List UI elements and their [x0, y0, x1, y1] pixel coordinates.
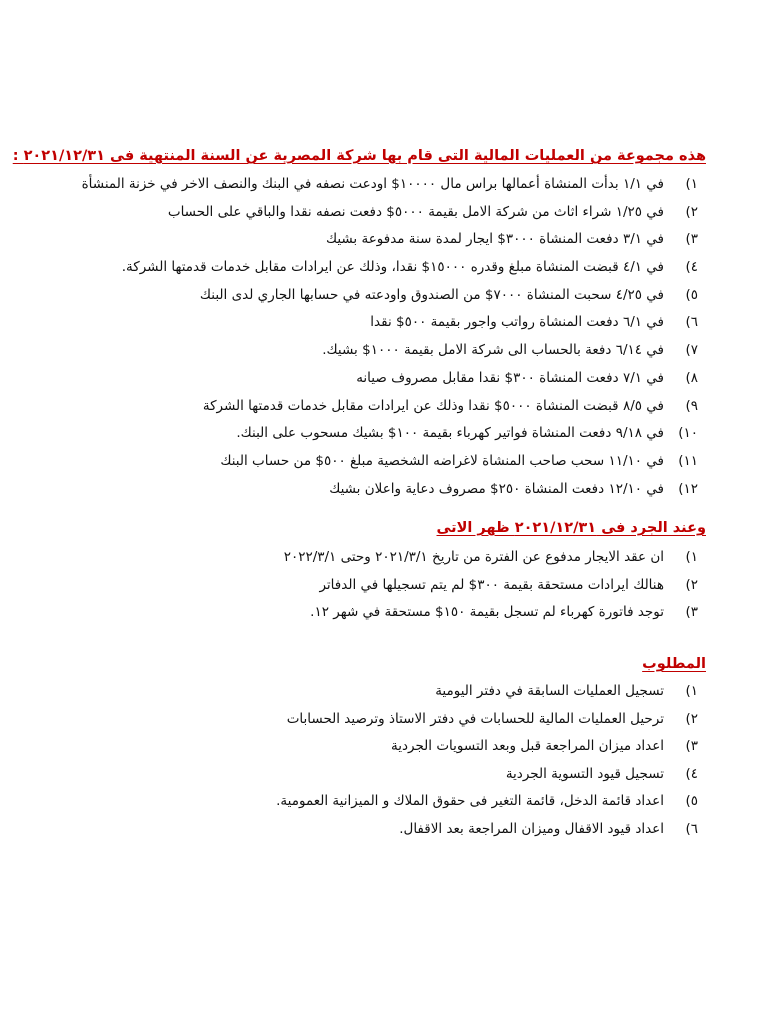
- list-item: [30, 314, 698, 342]
- list-item: [30, 549, 698, 577]
- item-text: في ١/١ بدأت المنشاة أعمالها براس مال ١٠٠٠٠$ اودعت نصفه في البنك والنصف الاخر في خزنة المنشأة: [81, 176, 664, 192]
- transactions-list: [30, 176, 698, 508]
- item-text: تسجيل العمليات السابقة في دفتر اليومية: [435, 683, 664, 699]
- item-text: في ٩/١٨ دفعت المنشاة فواتير كهرباء بقيمة ١٠٠$ بشيك مسحوب على البنك.: [236, 425, 664, 442]
- item-number: ٤): [685, 765, 698, 782]
- item-text: في ١٢/١٠ دفعت المنشاة ٢٥٠$ مصروف دعاية واعلان بشيك: [329, 480, 664, 497]
- list-item: [30, 577, 698, 605]
- list-item: [30, 793, 698, 821]
- item-text: في ١١/١٠ سحب صاحب المنشاة لاغراضه الشخصية مبلغ ٥٠٠$ من حساب البنك: [220, 452, 664, 469]
- item-text: اعداد ميزان المراجعة قبل وبعد التسويات الجردية: [391, 738, 664, 755]
- list-item: [30, 738, 698, 766]
- list-item: [30, 766, 698, 794]
- item-number: ٣): [685, 604, 698, 620]
- list-item: [30, 342, 698, 370]
- inventory-heading: وعند الجرد فى ٢٠٢١/١٢/٣١ ظهر الاتى: [436, 520, 706, 536]
- item-text: اعداد قائمة الدخل، قائمة التغير فى حقوق الملاك و الميزانية العمومية.: [276, 793, 664, 810]
- list-item: [30, 683, 698, 711]
- item-text: اعداد قيود الاقفال وميزان المراجعة بعد الاقفال.: [399, 820, 664, 837]
- item-number: ٨): [685, 369, 698, 386]
- item-number: ٣): [685, 738, 698, 755]
- list-item: [30, 604, 698, 632]
- item-number: ٦): [685, 820, 698, 837]
- item-text: ترحيل العمليات المالية للحسابات في دفتر الاستاذ وترصيد الحسابات: [286, 710, 664, 727]
- item-number: ٢): [685, 203, 698, 220]
- item-number: ١٢): [678, 480, 698, 497]
- item-text: في ٧/١ دفعت المنشاة ٣٠٠$ نقدا مقابل مصروف صيانه: [356, 369, 664, 386]
- list-item: [30, 259, 698, 287]
- list-item: [30, 821, 698, 849]
- item-text: في ٤/١ قبضت المنشاة مبلغ وقدره ١٥٠٠٠$ نقدا، وذلك عن ايرادات مقابل خدمات قدمتها الشركة.: [121, 259, 664, 276]
- required-heading: المطلوب: [642, 656, 706, 672]
- item-text: في ١/٢٥ شراء اثاث من شركة الامل بقيمة ٥٠٠٠$ دفعت نصفه نقدا والباقي على الحساب: [167, 203, 664, 220]
- list-item: [30, 370, 698, 398]
- item-text: في ٦/١٤ دفعة بالحساب الى شركة الامل بقيمة ١٠٠٠$ بشيك.: [322, 342, 664, 359]
- item-text: في ٣/١ دفعت المنشاة ٣٠٠٠$ ايجار لمدة سنة مدفوعة بشيك: [325, 231, 664, 248]
- item-number: ١): [685, 549, 698, 565]
- list-item: [30, 398, 698, 426]
- item-text: في ٨/٥ قبضت المنشاة ٥٠٠٠$ نقدا وذلك عن ايرادات مقابل خدمات قدمتها الشركة: [202, 397, 664, 414]
- item-text: هنالك ايرادات مستحقة بقيمة ٣٠٠$ لم يتم تسجيلها في الدفاتر: [319, 576, 664, 593]
- item-number: ١): [685, 176, 698, 192]
- required-list: [30, 683, 698, 849]
- item-number: ٦): [685, 314, 698, 331]
- list-item: [30, 176, 698, 204]
- item-text: تسجيل قيود التسوية الجردية: [505, 765, 664, 782]
- inventory-list: [30, 549, 698, 632]
- item-number: ١): [685, 683, 698, 699]
- list-item: [30, 287, 698, 315]
- item-number: ٧): [685, 342, 698, 359]
- item-number: ٤): [685, 259, 698, 276]
- list-item: [30, 453, 698, 481]
- list-item: [30, 481, 698, 509]
- list-item: [30, 711, 698, 739]
- item-number: ٥): [685, 286, 698, 303]
- list-item: [30, 231, 698, 259]
- item-text: ان عقد الايجار مدفوع عن الفترة من تاريخ ٢٠٢١/٣/١ وحتى ٢٠٢٢/٣/١: [283, 549, 664, 565]
- list-item: [30, 425, 698, 453]
- item-number: ١١): [678, 452, 698, 469]
- item-text: توجد فاتورة كهرباء لم تسجل بقيمة ١٥٠$ مستحقة في شهر ١٢.: [310, 604, 664, 620]
- item-text: في ٤/٢٥ سحبت المنشاة ٧٠٠٠$ من الصندوق واودعته في حسابها الجاري لدى البنك: [199, 286, 664, 303]
- item-number: ٢): [685, 576, 698, 593]
- item-number: ٣): [685, 231, 698, 248]
- transactions-heading: هذه مجموعة من العمليات المالية التى قام بها شركة المصرية عن السنة المنتهية فى ٢٠٢١/١٢/٣١ :: [12, 148, 706, 164]
- item-number: ٥): [685, 793, 698, 810]
- list-item: [30, 204, 698, 232]
- item-text: في ٦/١ دفعت المنشاة رواتب واجور بقيمة ٥٠٠$ نقدا: [370, 314, 664, 331]
- item-number: ٢): [685, 710, 698, 727]
- item-number: ٩): [685, 397, 698, 414]
- item-number: ١٠): [678, 425, 698, 442]
